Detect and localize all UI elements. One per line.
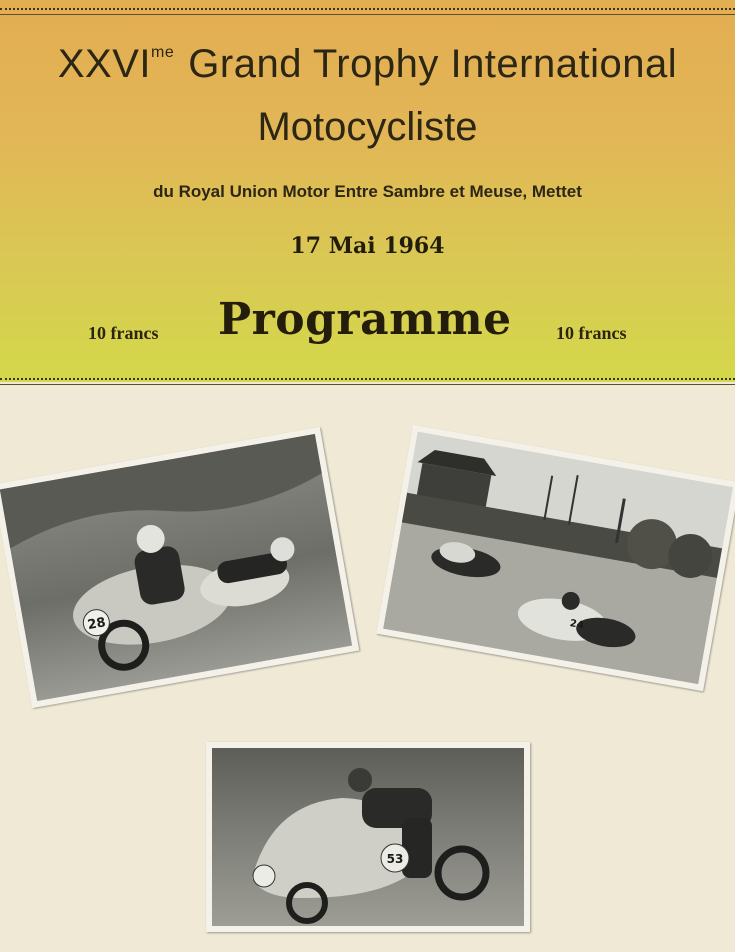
sidecar-28-image [0, 434, 352, 701]
photo-streamliner-53 [206, 742, 530, 932]
race-number-28: 28 [86, 615, 107, 634]
programme-heading: Programme [218, 294, 512, 345]
race-scene-image [383, 432, 733, 685]
race-number-24: 24 [568, 618, 585, 632]
event-date: 17 Mai 1964 [290, 233, 445, 259]
bottom-dotted-rule [0, 378, 735, 385]
race-number-53: 53 [386, 852, 404, 866]
price-left: 10 francs [88, 323, 159, 343]
photo-race-scene-24 [376, 425, 735, 691]
title-superscript: me [151, 44, 175, 61]
price-right: 10 francs [556, 323, 627, 343]
title-line-2: Motocycliste [257, 105, 478, 149]
photo-sidecar-28 [0, 427, 359, 708]
organizer-subtitle: du Royal Union Motor Entre Sambre et Meuse, Mettet [153, 182, 582, 201]
title-banner [0, 0, 735, 382]
title-roman-numeral: XXVI [57, 42, 152, 86]
title-main: Grand Trophy International [188, 42, 678, 86]
title-line-1 [0, 42, 735, 87]
streamliner-53-image [212, 748, 524, 926]
top-dotted-rule [0, 8, 735, 15]
